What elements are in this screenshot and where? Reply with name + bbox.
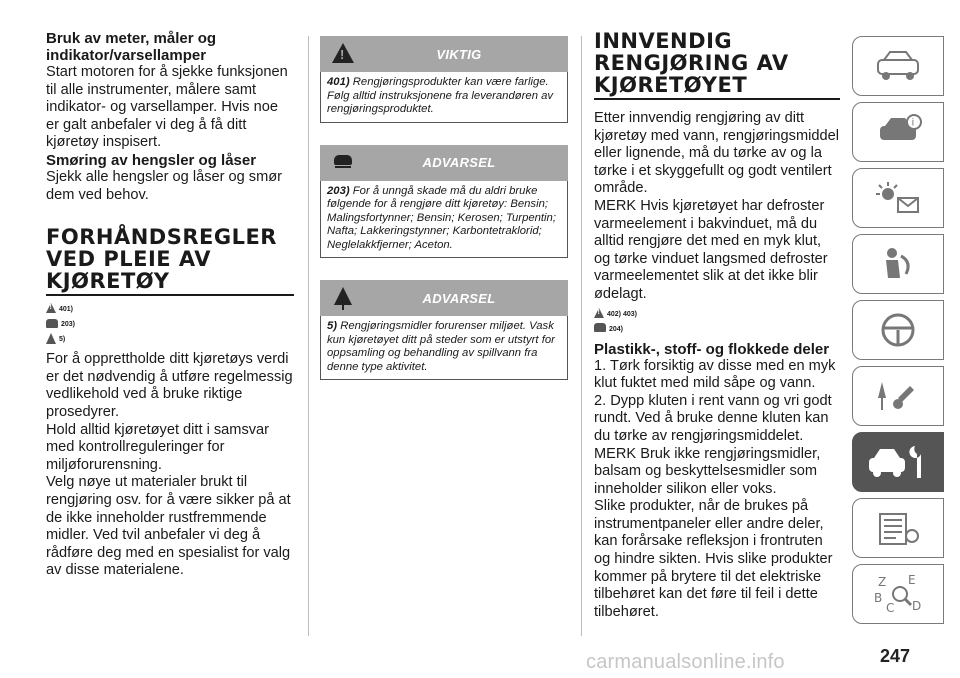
callout-warning-environment: [320, 280, 568, 380]
tab-technical-data[interactable]: [852, 498, 944, 558]
step-2: 2. Dypp kluten i rent vann og vri godt rundt. Ved å bruke denne kluten kan du tørke av rengjøringsmiddelet.: [594, 392, 832, 444]
column-divider-1: [308, 36, 309, 636]
svg-text:B: B: [874, 591, 883, 605]
car-icon: [46, 319, 58, 328]
svg-text:i: i: [911, 117, 915, 129]
driving-steering-icon: [868, 310, 928, 350]
callout-header: [320, 145, 568, 181]
reference-list: [46, 302, 294, 347]
tab-safety[interactable]: [852, 234, 944, 294]
callout-title: ADVARSEL: [422, 155, 496, 170]
paragraph-lubrication: Sjekk alle hengsler og låser og smør dem ved behov.: [46, 168, 283, 203]
callout-ref[interactable]: 203): [327, 184, 350, 197]
callout-title: VIKTIG: [436, 46, 482, 62]
heading-lubrication: Smøring av hengsler og låser: [46, 151, 257, 169]
callout-header: [320, 280, 568, 316]
tab-emergency[interactable]: [852, 366, 944, 426]
callout-header: [320, 36, 568, 72]
column-left: [46, 30, 294, 580]
heading-plastic: Plastikk-, stoff- og flokkede deler: [594, 340, 830, 358]
paragraph-materials: Velg nøye ut materialer brukt til rengjøring osv. for å være sikker på at de ikke inneholder rustfremmende midler. Ved tvil anbefaler vi deg å rådføre deg med en spesialist for valg av disse materialene.: [46, 474, 291, 579]
callout-important: [320, 36, 568, 123]
tab-index[interactable]: [852, 564, 944, 624]
paragraph-note-silicone: MERK Bruk ikke rengjøringsmidler, balsam og beskyttelsesmidler som inneholder silikon eller voks.: [594, 445, 821, 497]
paragraph-reflection: Slike produkter, når de brukes på instrumentpaneler eller andre deler, kan forårsake refleksjon i frontruten og hindre sikten. Hvis slike produkter kommer på brytere til det elektriske tilbehøret kan det føre til feil i dette tilbehøret.: [594, 498, 833, 620]
svg-text:Z: Z: [878, 575, 887, 589]
paragraph-maintenance: For å opprettholde ditt kjøretøys verdi er det nødvendig å utføre regelmessig vedlikehold ved å bruke riktige prosedyrer.: [46, 351, 293, 420]
callout-body: [320, 72, 568, 123]
svg-text:D: D: [912, 599, 922, 613]
tab-maintenance[interactable]: [852, 432, 944, 492]
technical-data-icon: [868, 508, 928, 548]
section-title-precautions: FORHÅNDSREGLER VED PLEIE AV KJØRETØY: [46, 226, 294, 296]
car-overview-icon: [868, 46, 928, 86]
callout-text: For å unngå skade må du aldri bruke følgende for å rengjøre ditt kjøretøy: Bensin; Malingsfortynner; Bensin; Kerosen; Turpentin; Nafta; Lakkeringstynner; Karbontetraklorid; Neglelakkfjerner; Aceton.: [327, 184, 556, 251]
car-icon: [332, 152, 354, 174]
section-title-interior: INNVENDIG RENGJØRING AV KJØRETØYET: [594, 30, 840, 100]
reference-204[interactable]: 204): [594, 322, 840, 337]
paragraph-interior: Etter innvendig rengjøring av ditt kjøretøy med vann, rengjøringsmiddel eller lignende, må du tørke av og la tørke i et skyggefullt og godt ventilert område.: [594, 110, 839, 197]
tab-driving[interactable]: [852, 300, 944, 360]
callout-title: ADVARSEL: [422, 290, 496, 306]
reference-401[interactable]: ! 401): [46, 302, 294, 317]
callout-body: [320, 316, 568, 380]
warning-lights-icon: [868, 178, 928, 218]
callout-ref[interactable]: 401): [327, 76, 350, 88]
callout-text: Rengjøringsprodukter kan være farlige. Følg alltid instruksjonene fra leverandøren av rengjøringsproduktet.: [327, 76, 554, 115]
maintenance-icon: [863, 440, 933, 484]
paragraph-defroster: MERK Hvis kjøretøyet har defroster varmeelement i bakvinduet, må du alltid rengjøre det med en myk klut, og tørke vinduet langsmed defroster varmeelementet slik at det ikke blir ødelagt.: [594, 197, 828, 302]
tab-warning-lights[interactable]: [852, 168, 944, 228]
callout-text: Rengjøringsmidler forurenser miljøet. Vask kun kjøretøyet ditt på steder som er utstyrt for oppsamling og behandling av spillvann fra denne type aktivitet.: [327, 320, 555, 373]
heading-meters: Bruk av meter, måler og indikator/varsellamper: [46, 30, 217, 64]
reference-203[interactable]: 203): [46, 317, 294, 332]
warning-triangle-icon: [332, 43, 354, 63]
callout-warning-car: [320, 145, 568, 259]
step-1: 1. Tørk forsiktig av disse med en myk klut fuktet med mild såpe og vann.: [594, 357, 836, 392]
tab-car-overview[interactable]: [852, 36, 944, 96]
watermark: carmanualsonline.info: [586, 651, 785, 673]
reference-list: [594, 307, 840, 337]
column-divider-2: [581, 36, 582, 636]
emergency-icon: [868, 376, 928, 416]
car-info-icon: [868, 112, 928, 152]
svg-text:E: E: [908, 573, 916, 587]
paragraph-environment: Hold alltid kjøretøyet ditt i samsvar med kontrollreguleringer for miljøforurensning.: [46, 421, 270, 473]
tree-icon: [46, 333, 56, 344]
paragraph-meters: Start motoren for å sjekke funksjonen til alle instrumenter, målere samt indikator- og varsellamper. Hvis noe er galt anbefaler vi deg å få ditt kjøretøy inspisert.: [46, 64, 288, 151]
tab-car-info[interactable]: [852, 102, 944, 162]
reference-5[interactable]: 5): [46, 332, 294, 347]
callout-ref[interactable]: 5): [327, 320, 338, 332]
svg-text:C: C: [886, 601, 895, 615]
index-icon: [868, 572, 928, 616]
page-number: 247: [880, 646, 911, 666]
tree-icon: [332, 287, 354, 311]
reference-402-403[interactable]: ! 402) 403): [594, 307, 840, 322]
column-right: [594, 30, 840, 621]
chapter-tabs: [852, 36, 944, 630]
warning-triangle-icon: [46, 303, 56, 313]
warning-triangle-icon: [594, 308, 604, 318]
car-icon: [594, 323, 606, 332]
callout-body: [320, 181, 568, 259]
safety-airbag-icon: [868, 244, 928, 284]
column-middle: [320, 36, 568, 402]
